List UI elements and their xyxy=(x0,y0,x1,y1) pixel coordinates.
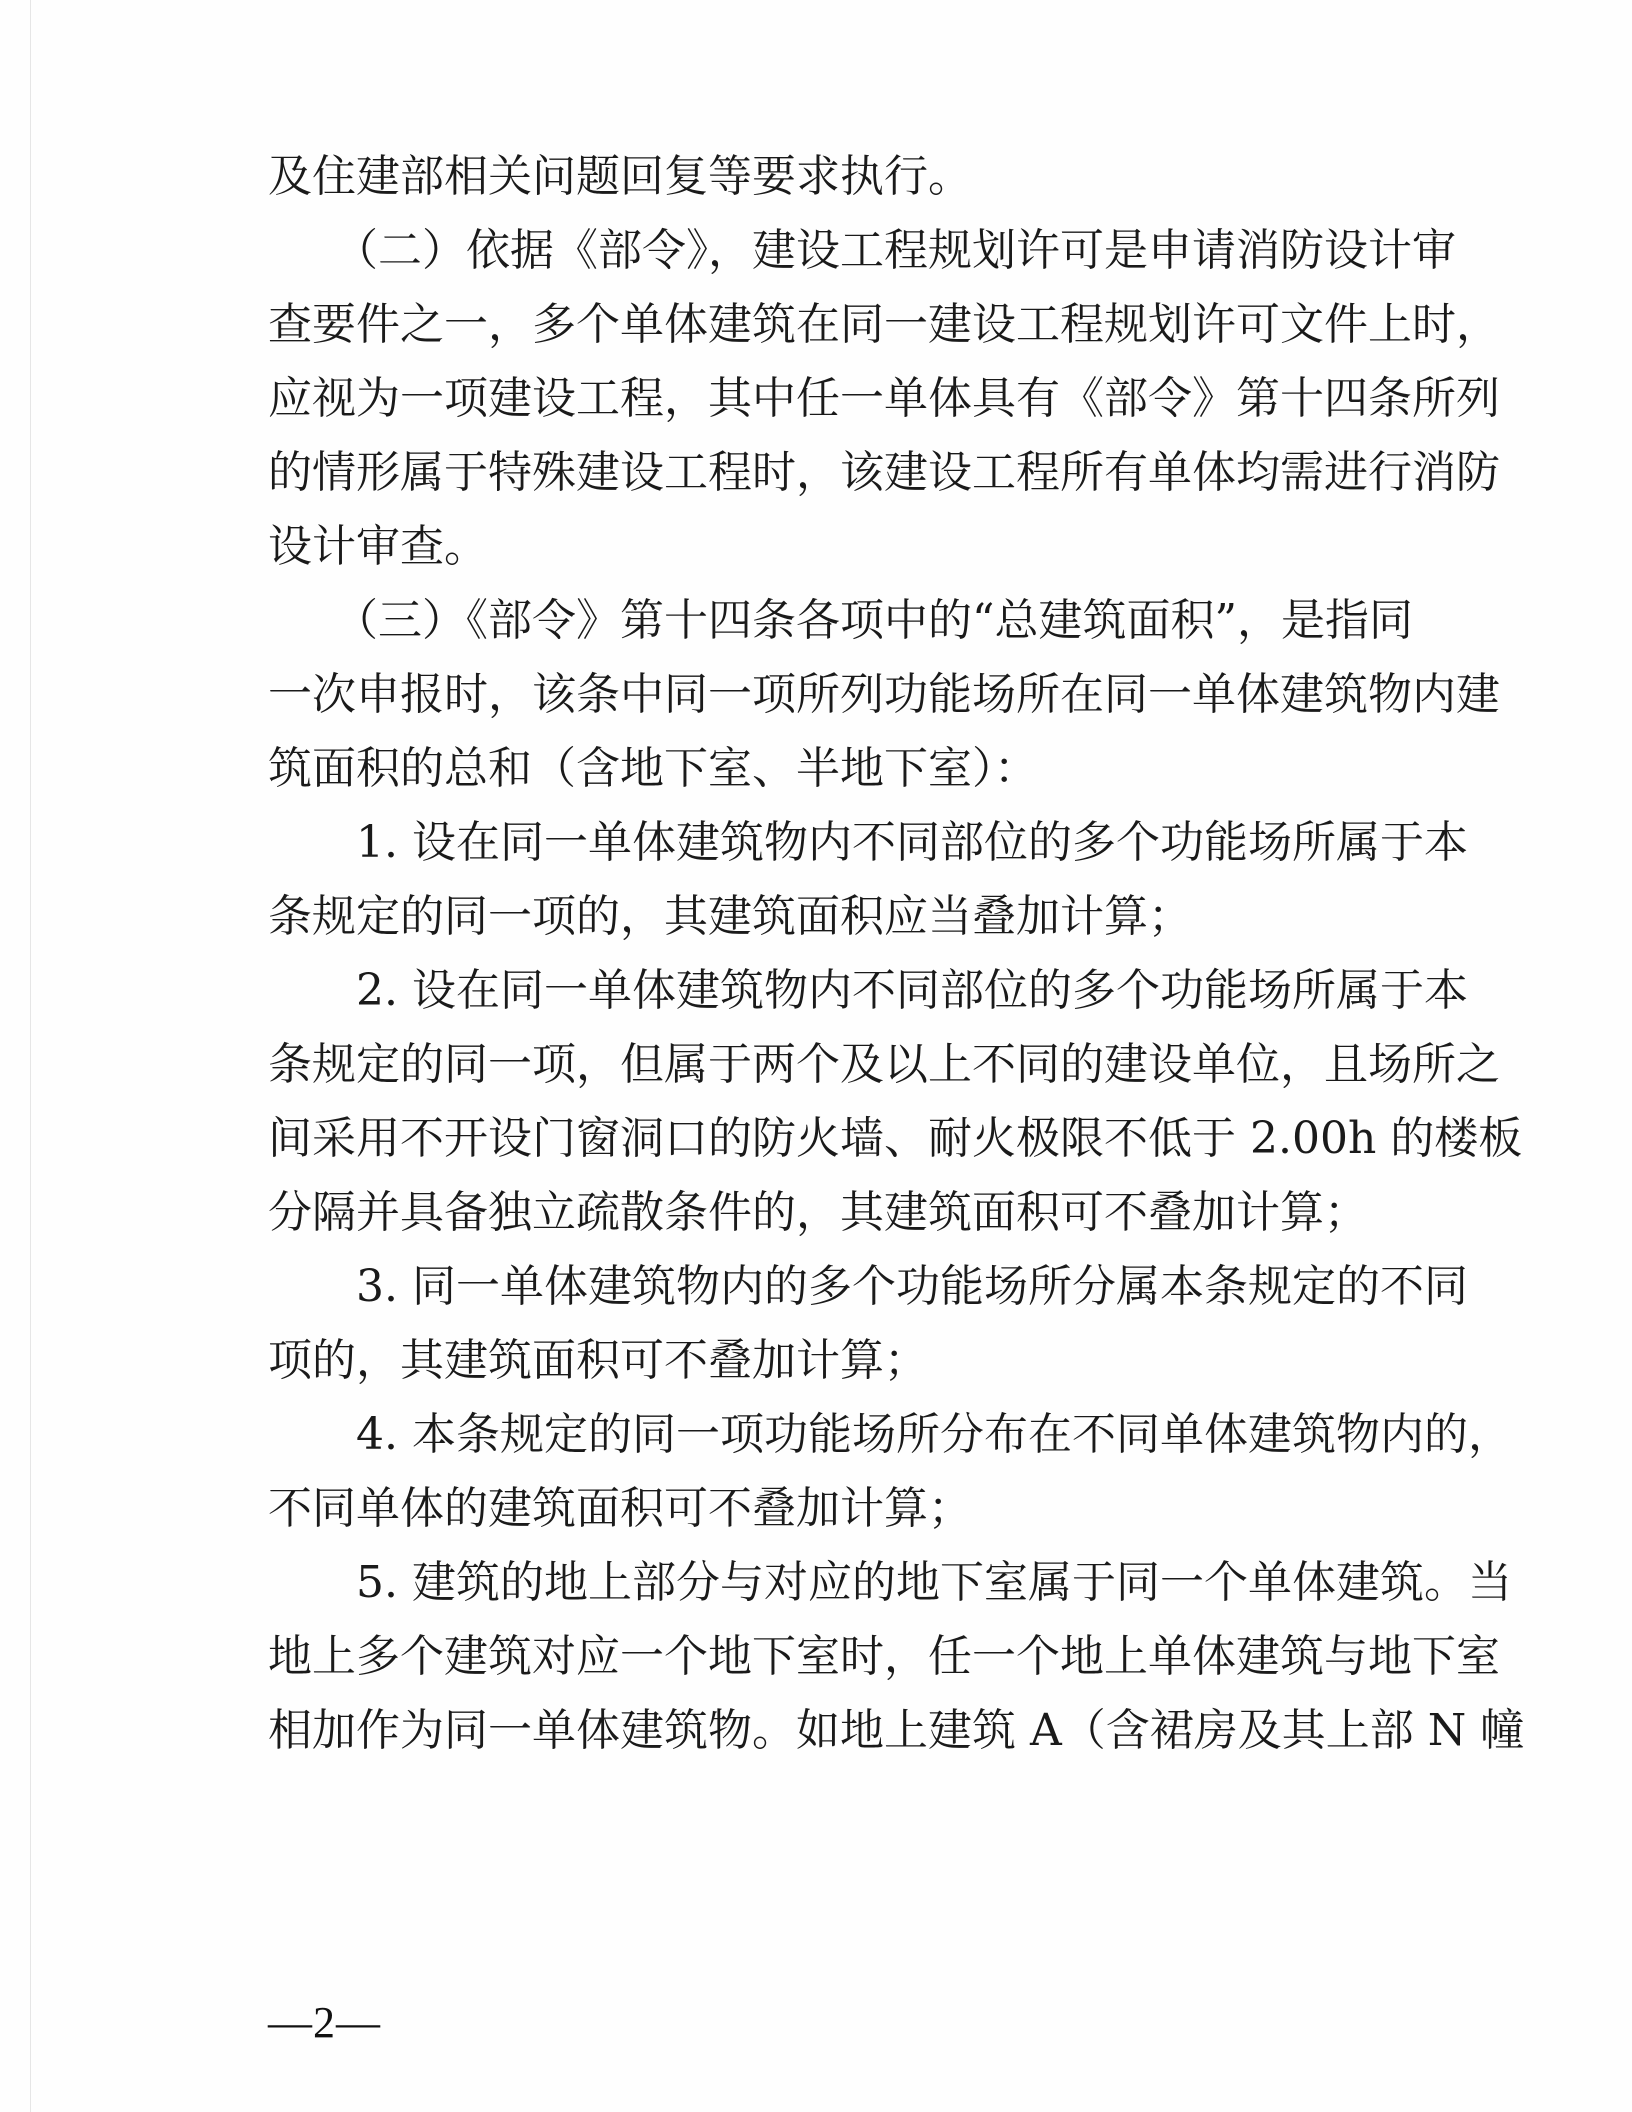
scan-edge-line xyxy=(30,0,31,2112)
text-line: 相加作为同一单体建筑物。如地上建筑 A（含裙房及其上部 N 幢 xyxy=(268,1705,1525,1756)
page-number: —2— xyxy=(268,1998,381,2047)
text-line: 条规定的同一项的，其建筑面积应当叠加计算； xyxy=(268,891,1192,942)
text-line: 间采用不开设门窗洞口的防火墙、耐火极限不低于 2.00h 的楼板 xyxy=(268,1113,1523,1164)
text-line: 2. 设在同一单体建筑物内不同部位的多个功能场所属于本 xyxy=(268,965,1468,1016)
text-line: 条规定的同一项，但属于两个及以上不同的建设单位，且场所之 xyxy=(268,1039,1500,1090)
text-line: 及住建部相关问题回复等要求执行。 xyxy=(268,151,972,202)
text-line: 1. 设在同一单体建筑物内不同部位的多个功能场所属于本 xyxy=(268,817,1468,868)
text-line: 一次申报时，该条中同一项所列功能场所在同一单体建筑物内建 xyxy=(268,669,1500,720)
text-line: 5. 建筑的地上部分与对应的地下室属于同一个单体建筑。当 xyxy=(268,1557,1512,1608)
text-line: 的情形属于特殊建设工程时，该建设工程所有单体均需进行消防 xyxy=(268,447,1500,498)
text-line: 4. 本条规定的同一项功能场所分布在不同单体建筑物内的， xyxy=(268,1409,1512,1460)
text-line: 筑面积的总和（含地下室、半地下室）： xyxy=(268,743,1038,794)
text-line: 应视为一项建设工程，其中任一单体具有《部令》第十四条所列 xyxy=(268,373,1500,424)
text-line: （二）依据《部令》，建设工程规划许可是申请消防设计审 xyxy=(268,225,1456,276)
text-line: 地上多个建筑对应一个地下室时，任一个地上单体建筑与地下室 xyxy=(268,1631,1500,1682)
text-line: 不同单体的建筑面积可不叠加计算； xyxy=(268,1483,972,1534)
text-line: 3. 同一单体建筑物内的多个功能场所分属本条规定的不同 xyxy=(268,1261,1468,1312)
text-line: 设计审查。 xyxy=(268,521,488,572)
text-line: 查要件之一，多个单体建筑在同一建设工程规划许可文件上时， xyxy=(268,299,1500,350)
text-line: 项的，其建筑面积可不叠加计算； xyxy=(268,1335,928,1386)
text-line: （三）《部令》第十四条各项中的“总建筑面积”，是指同 xyxy=(268,595,1413,646)
body-text xyxy=(268,140,1525,1768)
text-line: 分隔并具备独立疏散条件的，其建筑面积可不叠加计算； xyxy=(268,1187,1368,1238)
